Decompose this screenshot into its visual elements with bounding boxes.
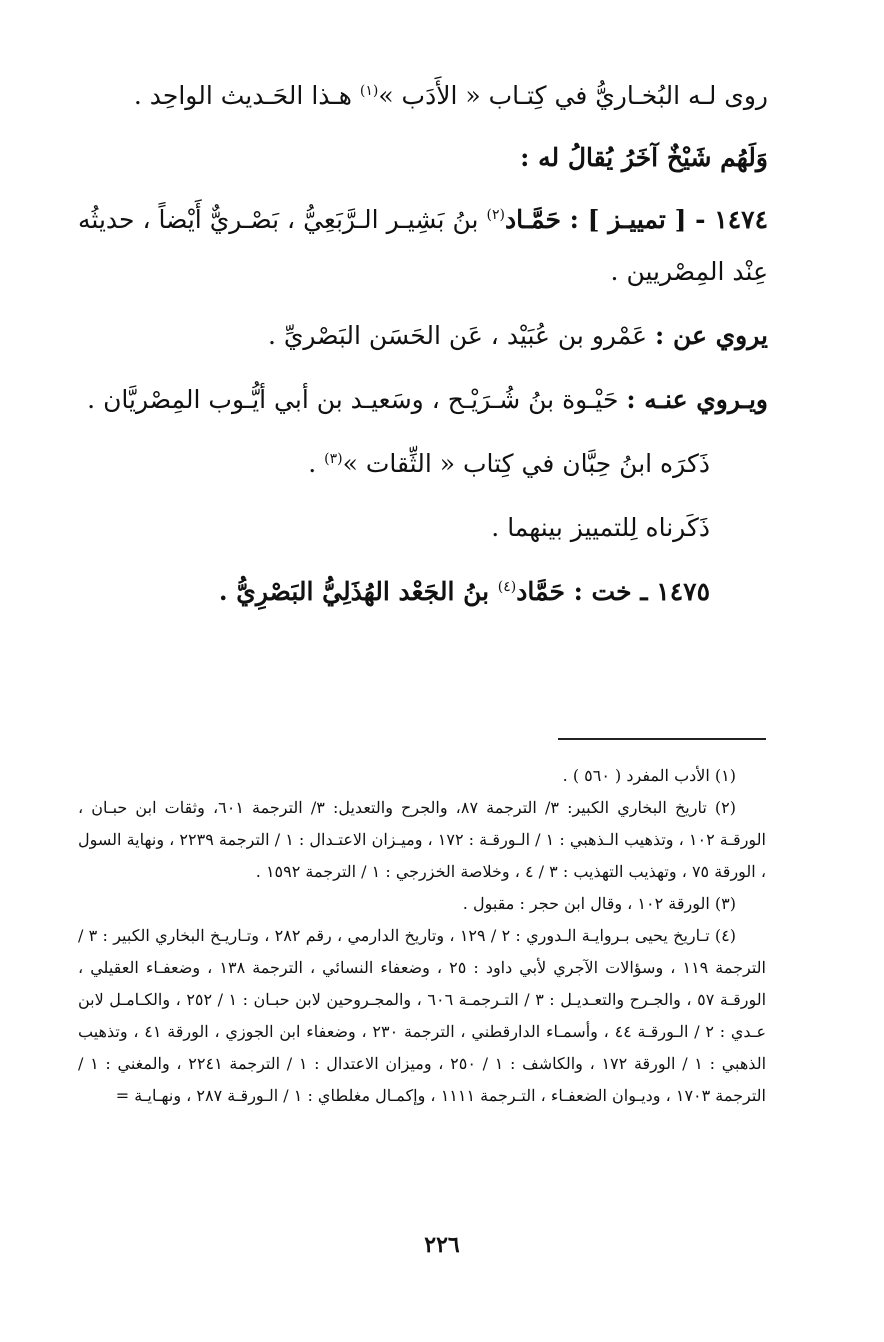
- section-heading: وَلَهُم شَيْخٌ آخَرُ يُقالُ له :: [520, 143, 768, 172]
- footnote-1-text: (١) الأدب المفرد ( ٥٦٠ ) .: [562, 766, 736, 785]
- entry-1475-heading: ١٤٧٥ ـ خت : حَمَّاد: [516, 577, 710, 606]
- narrated-by-label: ويـروي عنـه :: [626, 385, 768, 414]
- footnote-3: [78, 888, 766, 920]
- footnote-1: [78, 760, 766, 792]
- narrates-from-label: يروي عن :: [655, 321, 768, 350]
- mention-text-a: ذَكرَه ابنُ حِبَّان في كِتاب « الثِّقات »: [342, 449, 710, 478]
- entry-1475-text: بنُ الجَعْد الهُذَلِيُّ البَصْرِيُّ .: [218, 577, 498, 606]
- main-text: [78, 70, 768, 630]
- footnote-ref-2[interactable]: (٢): [486, 207, 505, 223]
- footnotes: [78, 760, 766, 1112]
- footnote-divider: [558, 738, 766, 740]
- entry-1474: [78, 194, 768, 298]
- footnote-2: [78, 792, 766, 888]
- mention-text-b: .: [308, 449, 325, 478]
- footnote-2-text: (٢) تاريخ البخاري الكبير: ٣/ الترجمة ٨٧، والجرح والتعديل: ٣/ الترجمة ٦٠١، وثقات ابن حبـان ، الورقـة ١٠٢ ، وتذهيب الـذهبي : ١ / الـورقـة : ١٧٢ ، وميـزان الاعتـدال : ١ / الترجمة ٢٢٣٩ ، ونهاية السول ، الورقة ٧٥ ، وتهذيب التهذيب : ٣ / ٤ ، وخلاصة الخزرجي : ١ / الترجمة ١٥٩٢ .: [78, 798, 766, 881]
- footnote-ref-1[interactable]: (١): [359, 83, 379, 99]
- entry-1474-text: بنُ بَشِيـر الـرَّبَعِيُّ ، بَصْـريٌّ أَيْضاً ، حديثُه عِنْد المِصْريين .: [78, 205, 768, 286]
- intro-text-b: هـذا الحَـديث الواحِد .: [133, 81, 360, 110]
- paragraph-intro: [78, 70, 768, 122]
- footnote-3-text: (٣) الورقة ١٠٢ ، وقال ابن حجر : مقبول .: [462, 894, 736, 913]
- footnote-4-text: (٤) تـاريخ يحيى بـروايـة الـدوري : ٢ / ١٢٩ ، وتاريخ الدارمي ، رقم ٢٨٢ ، وتـاريـخ البخاري الكبير : ٣ / الترجمة ١١٩ ، وسؤالات الآجري لأبي داود : ٢٥ ، وضعفاء النسائي ، الترجمة ١٣٨ ، وضعفـاء العقيلي ، الورقـة ٥٧ ، والجـرح والتعـديـل : ٣ / التـرجمـة ٦٠٦ ، والمجـروحين لابن حبـان : ١ / ٢٥٢ ، والكـامـل لابن عـدي : ٢ / الـورقـة ٤٤ ، وأسمـاء الدارقطني ، الترجمة ٢٣٠ ، وضعفاء ابن الجوزي ، الورقة ٤١ ، وتذهيب الذهبي : ١ / الورقة ١٧٢ ، والكاشف : ١ / ٢٥٠ ، وميزان الاعتدال : ١ / الترجمة ٢٢٤١ ، والمغني : ١ / الترجمة ١٧٠٣ ، وديـوان الضعفـاء ، التـرجمة ١١١١ ، وإكمـال مغلطاي : ١ / الـورقـة ٢٨٧ ، ونهـايـة =: [78, 926, 767, 1105]
- page-number: ٢٢٦: [424, 1232, 460, 1258]
- distinction-note: ذَكَرناه لِلتمييز بينهما .: [491, 513, 710, 542]
- narrates-from-text: عَمْرو بن عُبَيْد ، عَن الحَسَن البَصْريِّ .: [267, 321, 656, 350]
- footnote-ref-4[interactable]: (٤): [497, 579, 517, 595]
- narrated-by-text: حَيْـوة بنُ شُـرَيْـح ، وسَعيـد بن أبي أيُّـوب المِصْريَّان .: [87, 385, 627, 414]
- footnote-4: [78, 920, 766, 1112]
- intro-text-a: روى لـه البُخـاريُّ في كِتـاب « الأَدَب »: [378, 81, 768, 110]
- footnote-ref-3[interactable]: (٣): [324, 451, 343, 467]
- narrated-by: [78, 374, 768, 426]
- narrates-from: [78, 310, 768, 362]
- entry-1474-heading: ١٤٧٤ - [ تمييـز ] : حَمَّـاد: [504, 205, 768, 234]
- mention-ibn-hibban: [78, 438, 768, 490]
- entry-1475: [78, 566, 768, 618]
